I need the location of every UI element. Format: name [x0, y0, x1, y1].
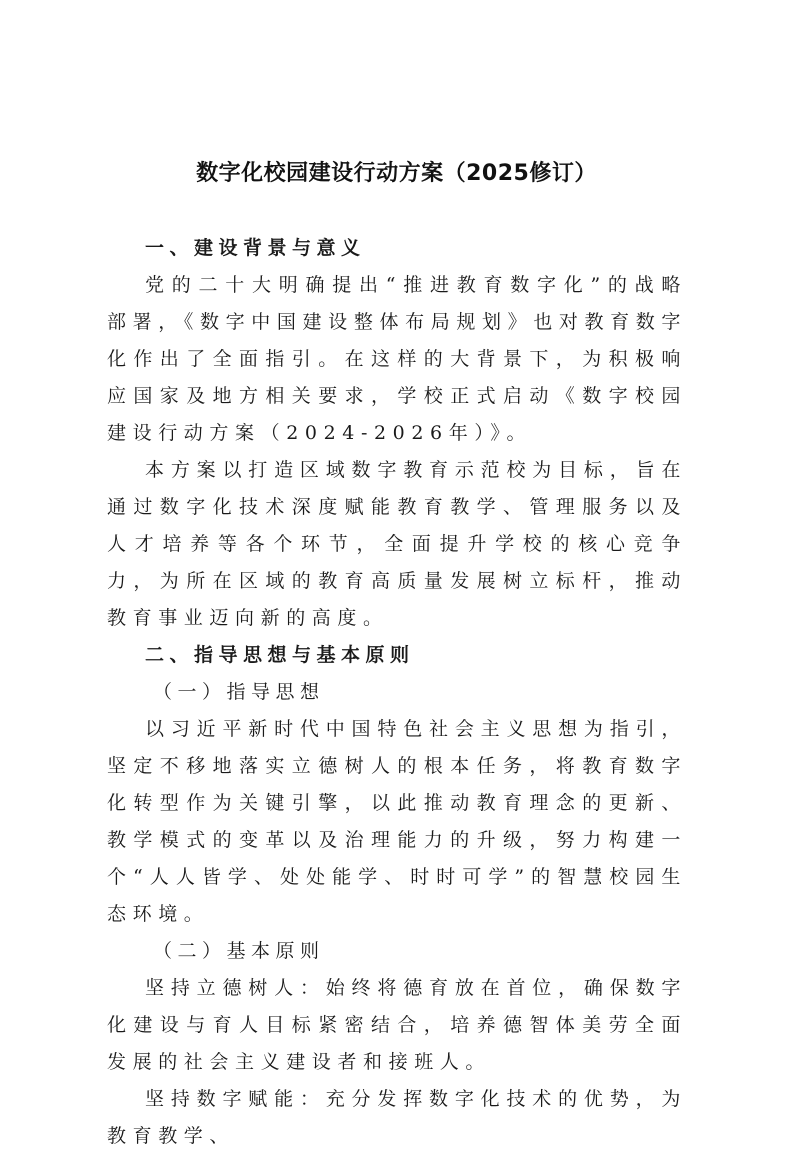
paragraph-background-1: 党的二十大明确提出“推进教育数字化”的战略部署，《数字中国建设整体布局规划》也对教育数字化作出了全面指引。在这样的大背景下，为积极响应国家及地方相关要求，学校正式启动《数字校园建设行动方案（2024-2026年）》。 [107, 274, 687, 444]
section-heading-principles: 二、指导思想与基本原则 [145, 644, 415, 666]
paragraph-background-2: 本方案以打造区域数字教育示范校为目标，旨在通过数字化技术深度赋能教育教学、管理服务以及人才培养等各个环节，全面提升学校的核心竞争力，为所在区域的教育高质量发展树立标杆，推动教育事业迈向新的高度。 [107, 459, 687, 629]
document-body [107, 230, 687, 1155]
document-title: 数字化校园建设行动方案（2025修订） [196, 161, 597, 186]
paragraph-principle-moral: 坚持立德树人：始终将德育放在首位，确保数字化建设与育人目标紧密结合，培养德智体美劳全面发展的社会主义建设者和接班人。 [107, 977, 687, 1073]
subheading-basic-principles: （二）基本原则 [153, 940, 325, 962]
paragraph-principle-digital: 坚持数字赋能：充分发挥数字化技术的优势，为教育教学、 [107, 1088, 687, 1147]
subheading-guiding-thought: （一）指导思想 [153, 681, 325, 703]
section-heading-background: 一、建设背景与意义 [145, 237, 366, 259]
paragraph-guiding-thought: 以习近平新时代中国特色社会主义思想为指引，坚定不移地落实立德树人的根本任务，将教育数字化转型作为关键引擎，以此推动教育理念的更新、教学模式的变革以及治理能力的升级，努力构建一个“人人皆学、处处能学、时时可学”的智慧校园生态环境。 [107, 718, 687, 925]
